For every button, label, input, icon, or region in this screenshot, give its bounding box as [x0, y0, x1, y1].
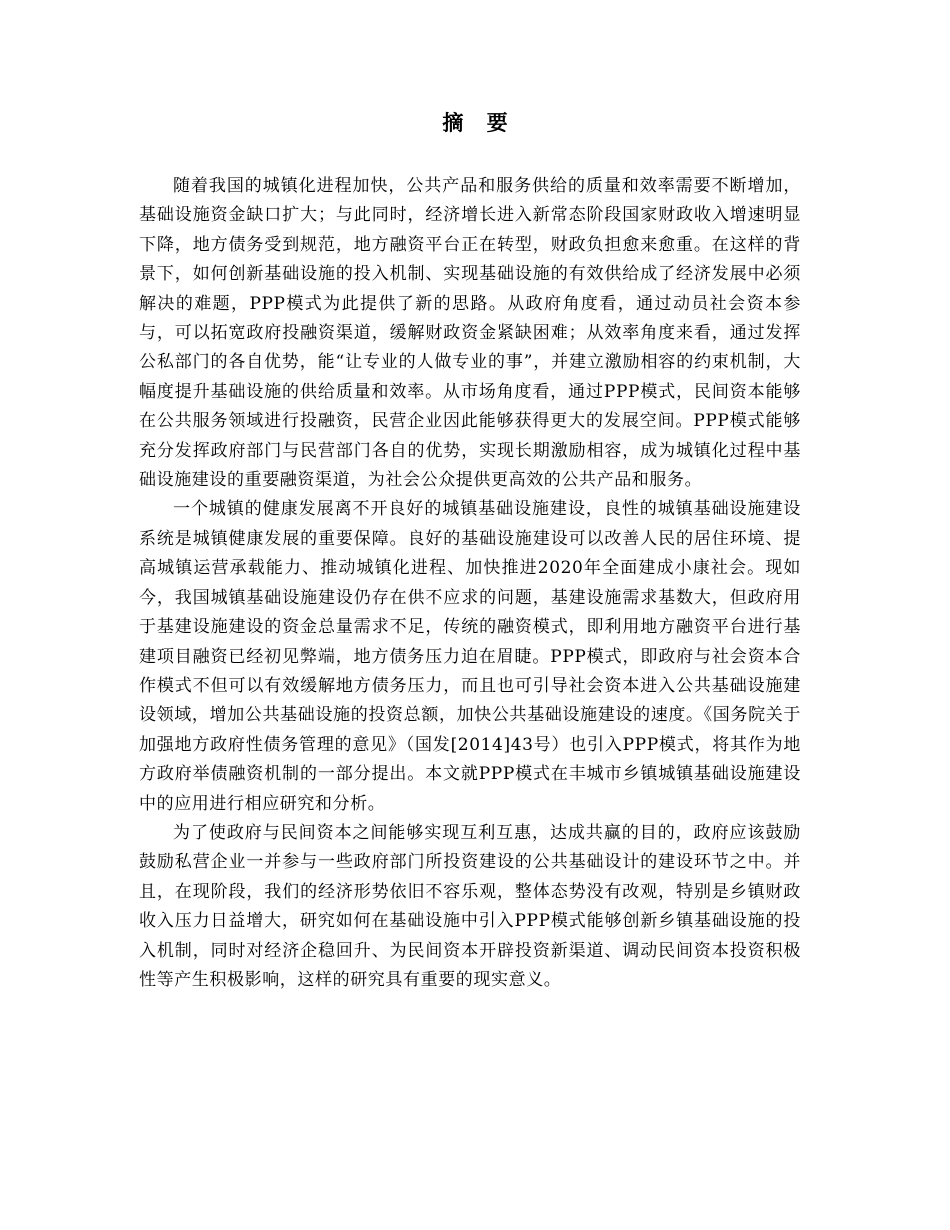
abstract-title: 摘 要	[442, 111, 516, 135]
abstract-paragraph-3: 为了使政府与民间资本之间能够实现互利互惠，达成共赢的目的，政府应该鼓励鼓励私营企业一并参与一些政府部门所投资建设的公共基础设计的建设环节之中。并且，在现阶段，我们的经济形势依旧不容乐观，整体态势没有改观，特别是乡镇财政收入压力日益增大，研究如何在基础设施中引入PPP模式能够创新乡镇基础设施的投入机制，同时对经济企稳回升、为民间资本开辟投资新渠道、调动民间资本投资积极性等产生积极影响，这样的研究具有重要的现实意义。	[139, 822, 801, 990]
abstract-paragraph-1: 随着我国的城镇化进程加快，公共产品和服务供给的质量和效率需要不断增加，基础设施资金缺口扩大；与此同时，经济增长进入新常态阶段国家财政收入增速明显下降，地方债务受到规范，地方融资平台正在转型，财政负担愈来愈重。在这样的背景下，如何创新基础设施的投入机制、实现基础设施的有效供给成了经济发展中必须解决的难题，PPP模式为此提供了新的思路。从政府角度看，通过动员社会资本参与，可以拓宽政府投融资渠道，缓解财政资金紧缺困难；从效率角度来看，通过发挥公私部门的各自优势，能“让专业的人做专业的事”，并建立激励相容的约束机制，大幅度提升基础设施的供给质量和效率。从市场角度看，通过PPP模式，民间资本能够在公共服务领域进行投融资，民营企业因此能够获得更大的发展空间。PPP模式能够充分发挥政府部门与民营部门各自的优势，实现长期激励相容，成为城镇化过程中基础设施建设的重要融资渠道，为社会公众提供更高效的公共产品和服务。	[139, 176, 801, 491]
abstract-paragraph-2: 一个城镇的健康发展离不开良好的城镇基础设施建设，良性的城镇基础设施建设系统是城镇健康发展的重要保障。良好的基础设施建设可以改善人民的居住环境、提高城镇运营承载能力、推动城镇化进程、加快推进2020年全面建成小康社会。现如今，我国城镇基础设施建设仍存在供不应求的问题，基建设施需求基数大，但政府用于基建设施建设的资金总量需求不足，传统的融资模式，即利用地方融资平台进行基建项目融资已经初见弊端，地方债务压力迫在眉睫。PPP模式，即政府与社会资本合作模式不但可以有效缓解地方债务压力，而且也可引导社会资本进入公共基础设施建设领域，增加公共基础设施的投资总额，加快公共基础设施建设的速度。《国务院关于加强地方政府性债务管理的意见》（国发[2014]43号）也引入PPP模式，将其作为地方政府举债融资机制的一部分提出。本文就PPP模式在丰城市乡镇城镇基础设施建设中的应用进行相应研究和分析。	[139, 499, 801, 814]
abstract-body	[139, 172, 801, 995]
